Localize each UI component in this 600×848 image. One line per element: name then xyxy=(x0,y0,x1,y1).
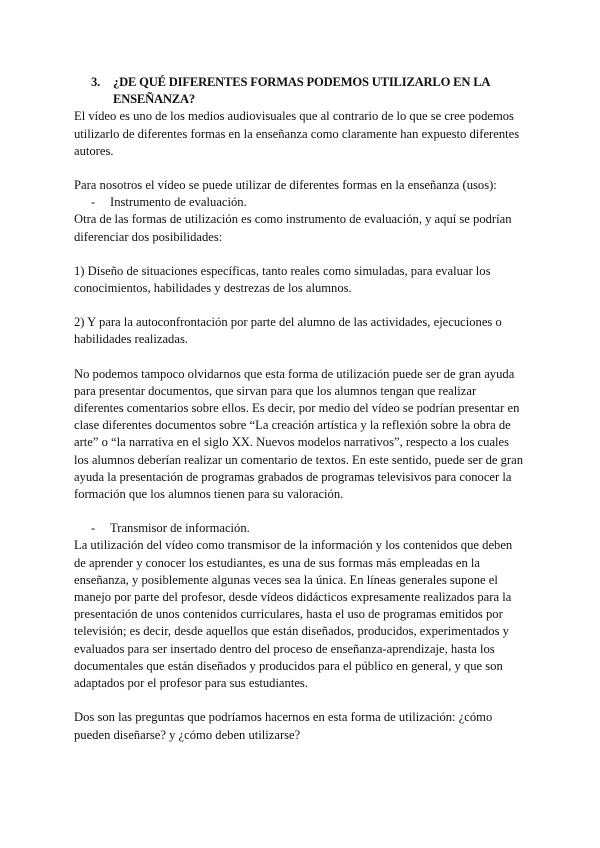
bullet-item-transmisor xyxy=(91,520,524,537)
section-heading xyxy=(91,74,524,108)
bullet-label: Transmisor de información. xyxy=(110,521,250,536)
bullet-marker: - xyxy=(91,195,96,210)
paragraph-posibilidad-1: 1) Diseño de situaciones específicas, tanto reales como simuladas, para evaluar los conocimientos, habilidades y destrezas de los alumnos. xyxy=(74,263,491,296)
section-number: 3. xyxy=(91,75,101,89)
bullet-item-evaluacion xyxy=(91,194,524,211)
paragraph-preguntas: Dos son las preguntas que podríamos hacernos en esta forma de utilización: ¿cómo pueden diseñarse? y ¿cómo deben utilizarse? xyxy=(74,710,493,742)
paragraph-posibilidad-2: 2) Y para la autoconfrontación por parte del alumno de las actividades, ejecuciones o habilidades realizadas. xyxy=(74,315,502,347)
paragraph-evaluacion: Otra de las formas de utilización es como instrumento de evaluación, y aquí se podrían diferenciar dos posibilidades: xyxy=(74,212,512,244)
paragraph-documentos: No podemos tampoco olvidarnos que esta forma de utilización puede ser de gran ayuda para presentar documentos, que sirvan para que los alumnos tengan que realizar diferentes comentarios sobre ellos. Es decir, por medio del vídeo se podrían presentar en clase diferentes documentos sobre “La creación artística y la reflexión sobre la obra de arte” o “la narrativa en el siglo XX. Nuevos modelos narrativos”, respecto a los cuales los alumnos deberían realizar un comentario de textos. En este sentido, puede ser de gran ayuda la presentación de programas grabados de programas televisivos para conocer la formación que los alumnos tienen para su valoración. xyxy=(74,366,524,502)
bullet-marker: - xyxy=(91,521,96,536)
paragraph-intro: El vídeo es uno de los medios audiovisuales que al contrario de lo que se cree podemos utilizarlo de diferentes formas en la enseñanza como claramente han expuesto diferentes autores. xyxy=(74,109,520,158)
paragraph-transmisor: La utilización del vídeo como transmisor de la información y los contenidos que deben de aprender y conocer los estudiantes, es una de sus formas más empleadas en la enseñanza, y posiblemente algunas veces sea la única. En líneas generales supone el manejo por parte del profesor, desde vídeos didácticos expresamente realizados para la presentación de unos contenidos curriculares, hasta el uso de programas emitidos por televisión; es decir, desde aquellos que están diseñados, producidos, experimentados y evaluados para ser insertado dentro del proceso de enseñanza-aprendizaje, hasta los documentales que están diseñados y producidos para el público en general, y que son adaptados por el profesor para sus estudiantes. xyxy=(74,538,513,691)
bullet-label: Instrumento de evaluación. xyxy=(110,195,247,210)
paragraph-usos: Para nosotros el vídeo se puede utilizar de diferentes formas en la enseñanza (usos): xyxy=(74,178,497,193)
section-title: ¿DE QUÉ DIFERENTES FORMAS PODEMOS UTILIZARLO EN LA ENSEÑANZA? xyxy=(113,75,490,107)
